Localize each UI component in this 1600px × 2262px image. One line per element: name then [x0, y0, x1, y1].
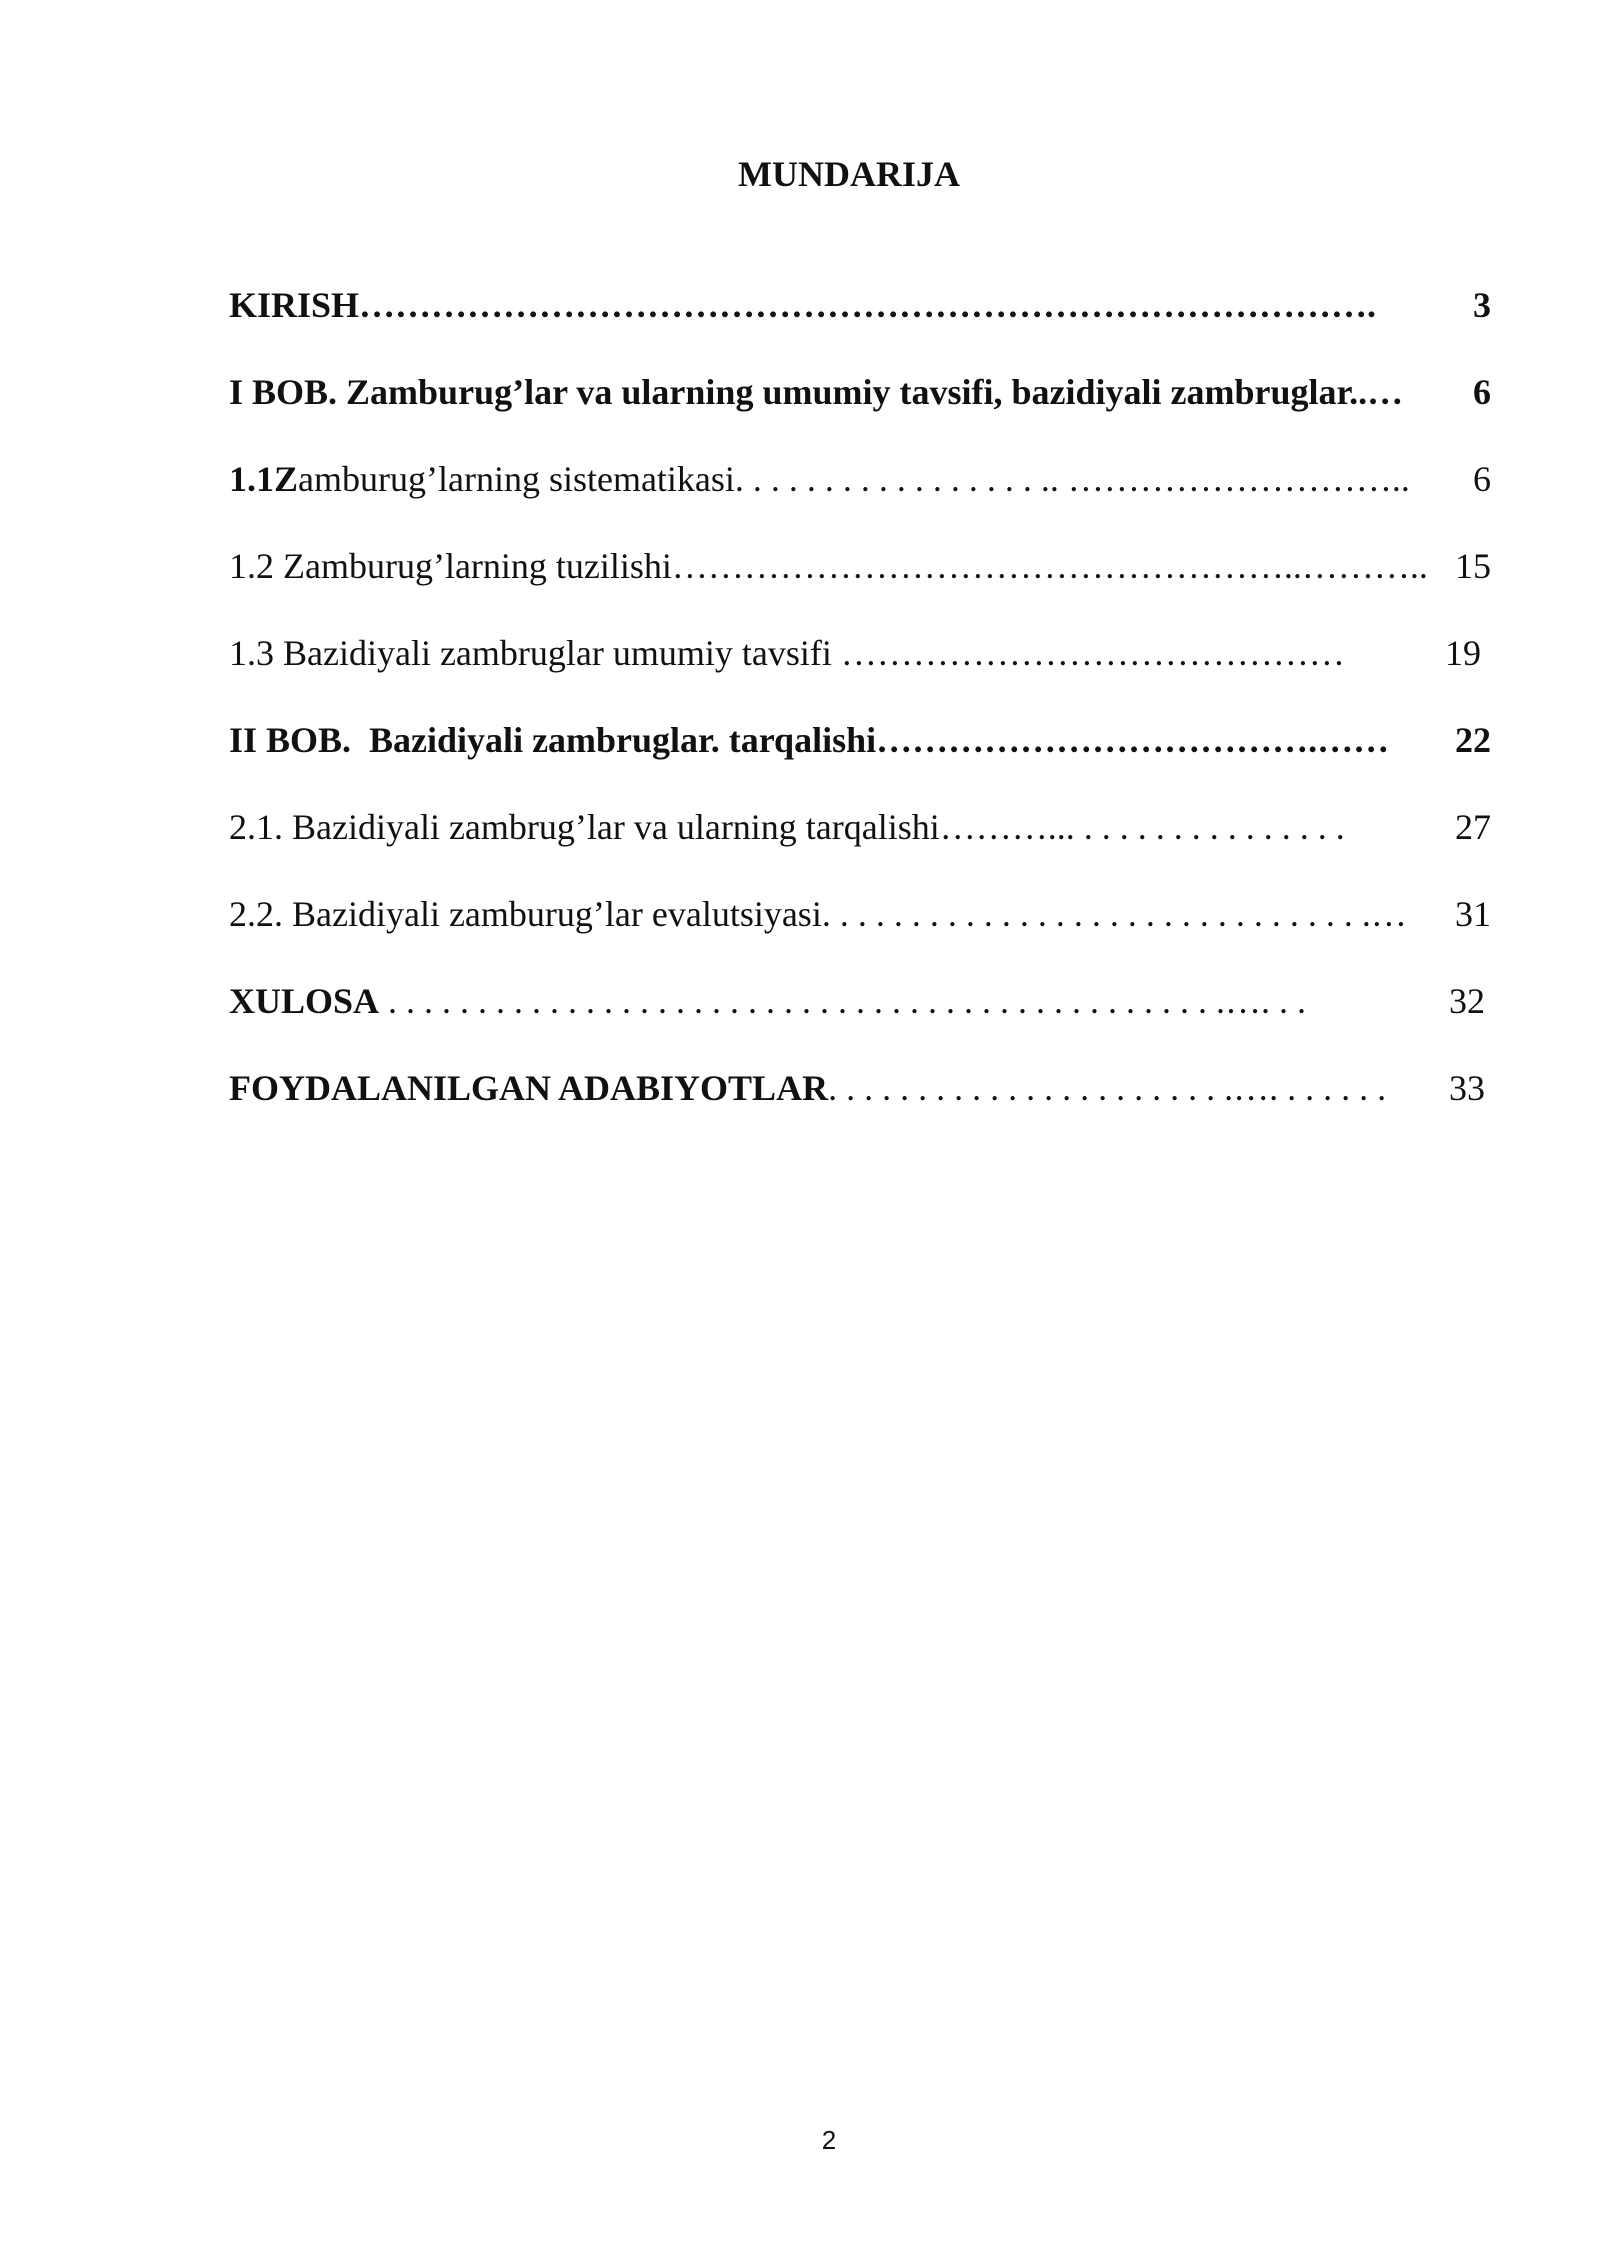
toc-entry-section-1-1[interactable] — [229, 457, 1491, 544]
toc-page-number: 6 — [1473, 372, 1491, 412]
toc-leader-dots: ……………………………….…… — [876, 720, 1390, 760]
toc-page-number: 32 — [1449, 981, 1485, 1021]
toc-page-number: 15 — [1455, 546, 1491, 586]
toc-entry-title: 2.1. Bazidiyali zambrug’lar va ularning tarqalishi — [229, 807, 940, 847]
toc-entry-chapter-2[interactable] — [229, 718, 1491, 805]
toc-leader-dots: ………... . . . . . . . . . . . . . . . — [939, 807, 1354, 847]
toc-entry-title: KIRISH — [229, 285, 360, 325]
toc-leader-dots: . . . . . . . . . . . . . . . . . . . . . . . . . . . . . .… — [830, 894, 1407, 934]
toc-entry-prefix: 1.1Z — [229, 459, 299, 499]
toc-page-number: 33 — [1449, 1068, 1485, 1108]
toc-entry-title: XULOSA — [229, 981, 380, 1021]
toc-entry-section-1-2[interactable] — [229, 544, 1491, 631]
toc-entry-section-2-2[interactable] — [229, 892, 1491, 979]
toc-entry-title: II BOB. Bazidiyali zambruglar. tarqalishi — [229, 720, 877, 760]
page-number: 2 — [821, 2125, 837, 2155]
toc-leader-dots: . . . . . . . . . . . . . . . . . . . . . . .…. . . . . . . — [828, 1068, 1387, 1108]
toc-page-number: 6 — [1473, 459, 1491, 499]
toc-leader-dots: . . . . . . . . . . . . . . . . .. ……………………….. — [743, 459, 1410, 499]
toc-leader-dots: . . . . . . . . . . . . . . . . . . . . . . . . . . . . . . . . . . . . . . . . . . . . . . .…. . . — [379, 981, 1316, 1021]
toc-leader-dots: …………………………………………………………………………. — [359, 285, 1377, 325]
toc-entry-title: 2.2. Bazidiyali zamburug’lar evalutsiyasi. — [229, 894, 831, 934]
toc-leader-dots: …………………………………… — [840, 633, 1345, 673]
toc-page-number: 27 — [1455, 807, 1491, 847]
toc-leader-dots: … — [1367, 372, 1404, 412]
page-title: MUNDARIJA — [738, 154, 960, 194]
toc-entry-title: 1.3 Bazidiyali zambruglar umumiy tavsifi — [229, 633, 841, 673]
toc-page-number: 19 — [1445, 633, 1481, 673]
toc-entry-title: FOYDALANILGAN ADABIYOTLAR — [229, 1068, 829, 1108]
toc-page-number: 31 — [1455, 894, 1491, 934]
table-of-contents — [229, 283, 1491, 1153]
toc-entry-xulosa[interactable] — [229, 979, 1491, 1066]
toc-entry-title: I BOB. Zamburug’lar va ularning umumiy tavsifi, bazidiyali zambruglar.. — [229, 372, 1368, 412]
toc-page-number: 3 — [1473, 285, 1491, 325]
toc-leader-dots: ……………………………………………..……….. — [671, 546, 1428, 586]
toc-entry-section-1-3[interactable] — [229, 631, 1491, 718]
toc-entry-references[interactable] — [229, 1066, 1491, 1153]
toc-entry-section-2-1[interactable] — [229, 805, 1491, 892]
toc-page-number: 22 — [1455, 720, 1491, 760]
toc-entry-kirish[interactable] — [229, 283, 1491, 370]
toc-entry-chapter-1[interactable] — [229, 370, 1491, 457]
toc-entry-title: amburug’larning sistematikasi. — [298, 459, 744, 499]
toc-entry-title: 1.2 Zamburug’larning tuzilishi — [229, 546, 672, 586]
